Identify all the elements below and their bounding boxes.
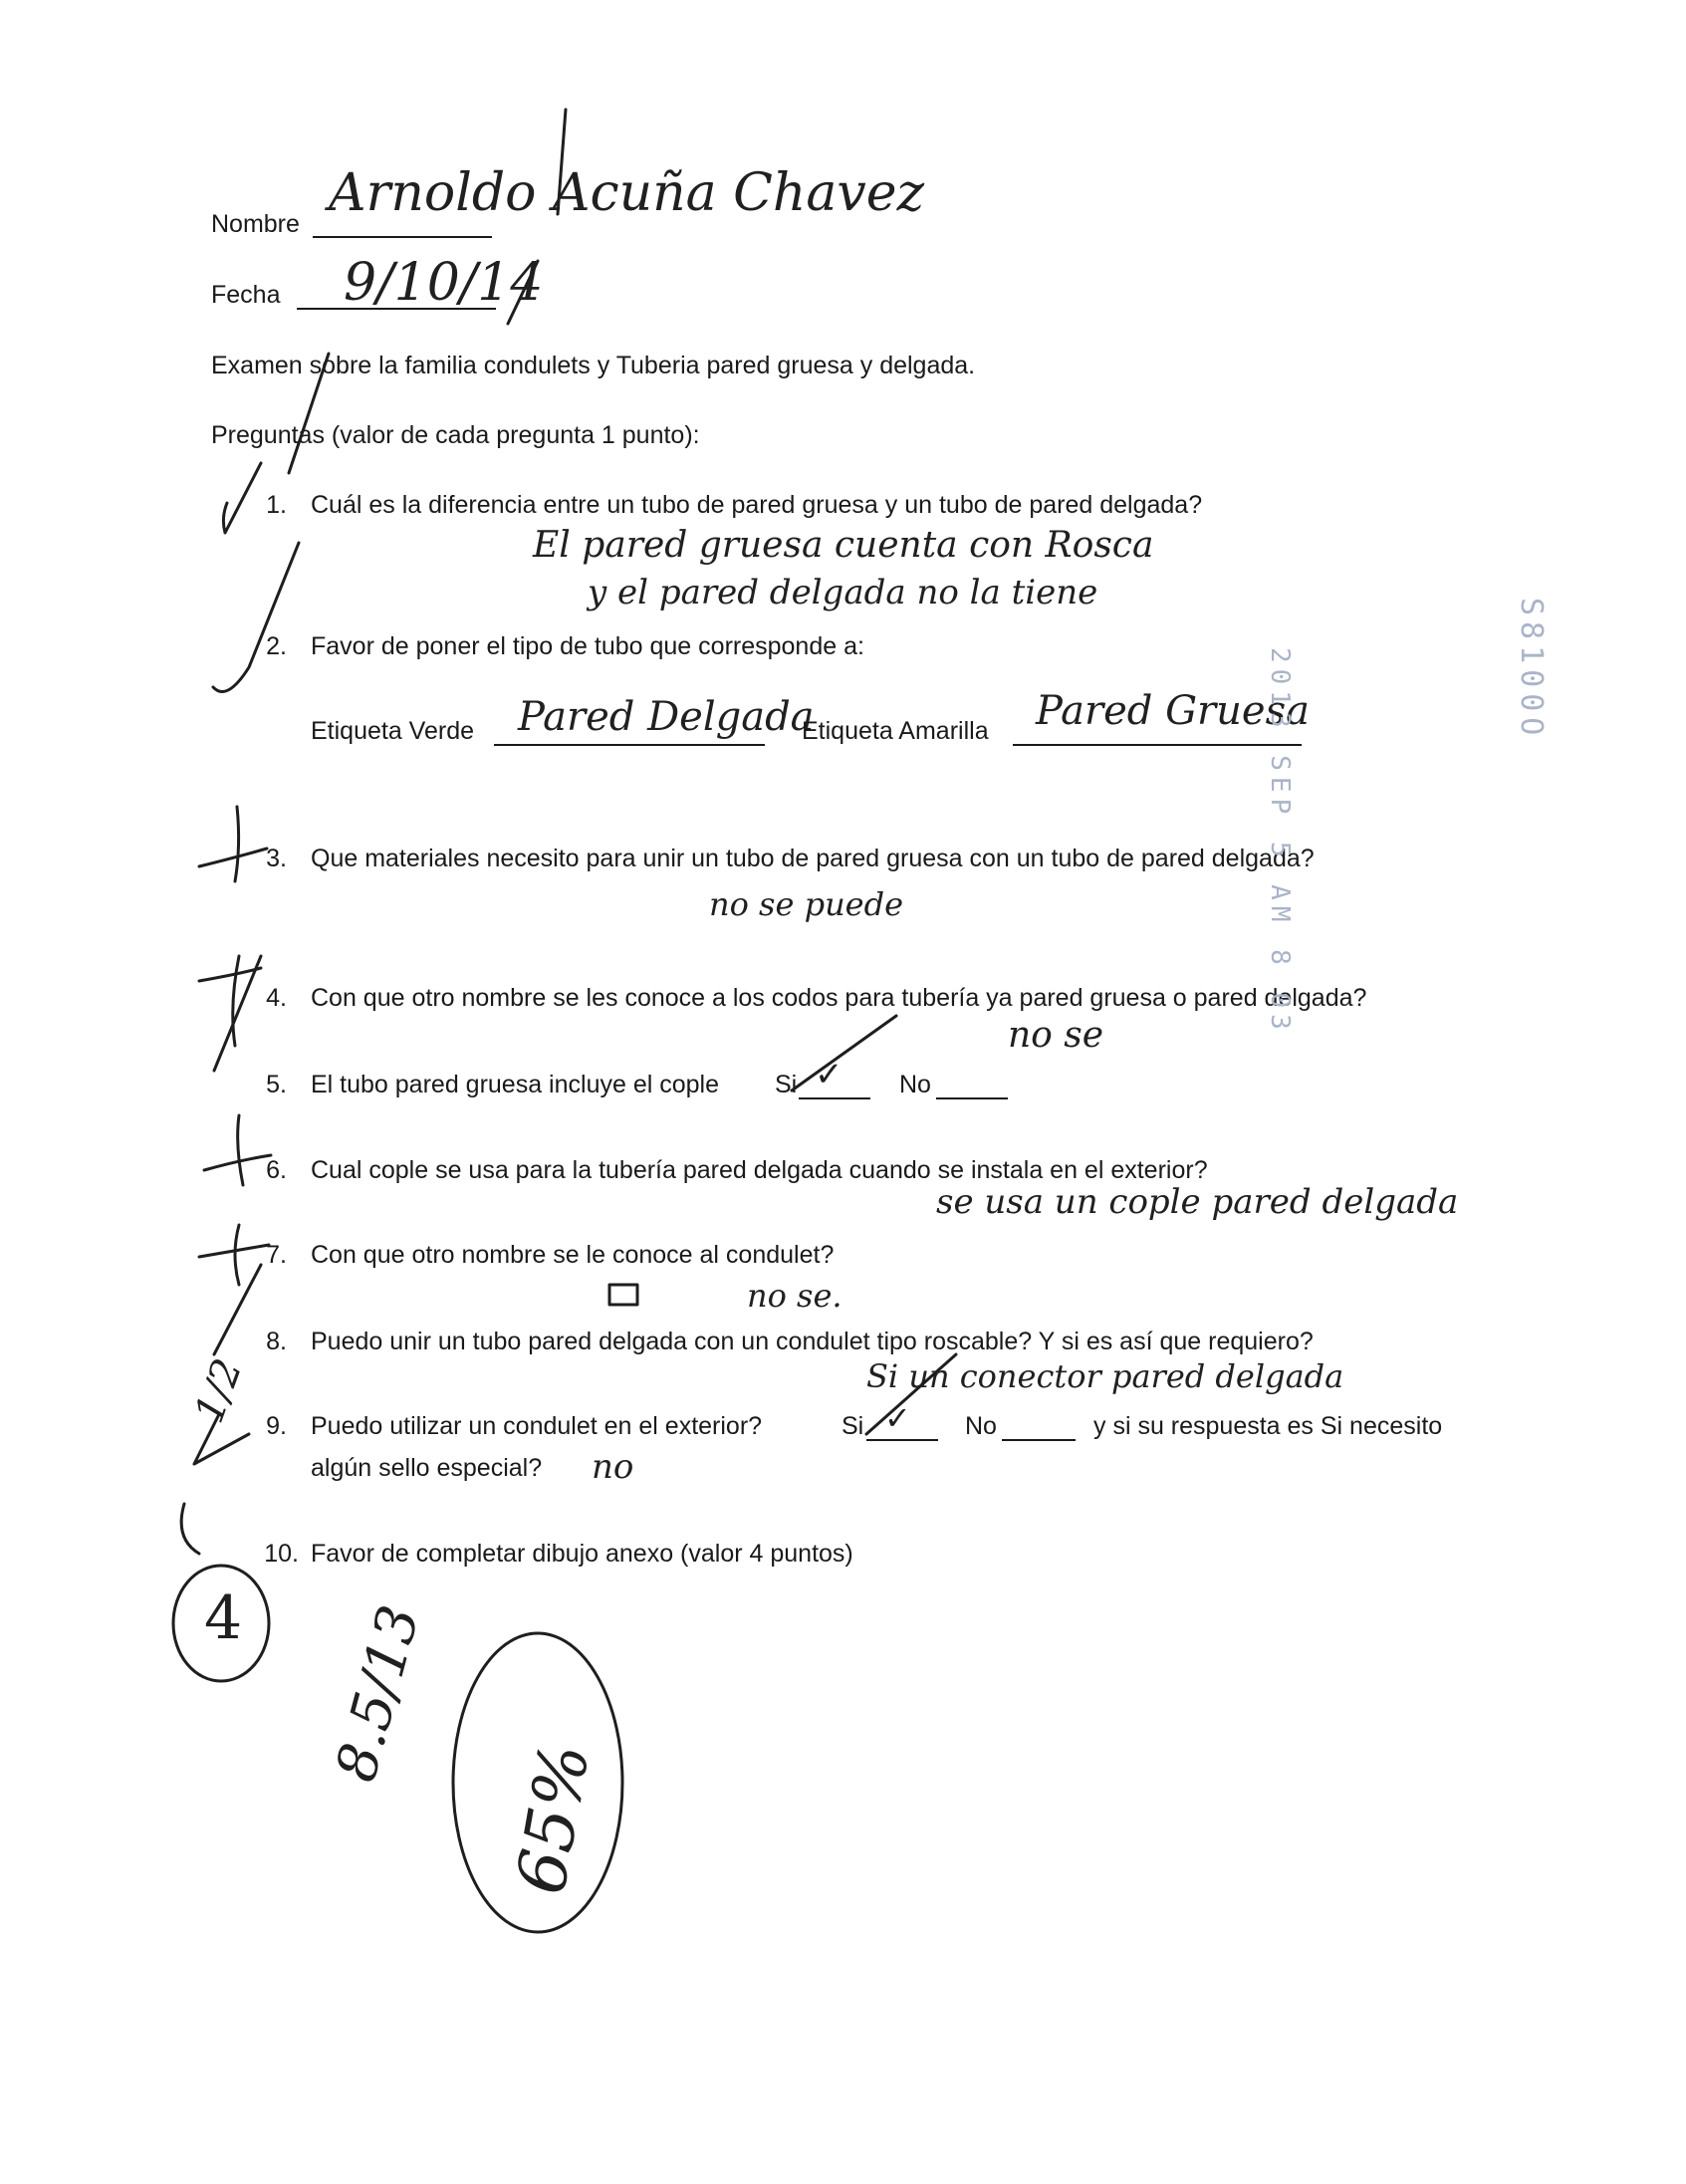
question-6-answer: se usa un cople pared delgada xyxy=(936,1182,1459,1222)
question-number: 3. xyxy=(266,845,287,872)
question-number: 9. xyxy=(266,1412,287,1440)
fecha-handwritten: 9/10/14 xyxy=(344,253,544,313)
pen-stroke xyxy=(558,110,566,214)
question-number: 1. xyxy=(266,491,287,519)
circle-mark xyxy=(173,1566,269,1681)
question-9-si-label: Si xyxy=(842,1412,864,1440)
pen-stroke xyxy=(181,1504,199,1554)
score-percent: 65% xyxy=(502,1738,606,1900)
scribble-mark xyxy=(609,1285,637,1305)
question-3-text: Que materiales necesito para unir un tubo de pared gruesa con un tubo de pared delgada? xyxy=(311,845,1315,872)
question-1-answer-line2: y el pared delgada no la tiene xyxy=(588,573,1098,612)
cross-mark-icon xyxy=(235,1225,239,1285)
question-1-answer-line1: El pared gruesa cuenta con Rosca xyxy=(533,525,1154,566)
question-number: 7. xyxy=(266,1241,287,1269)
question-7-answer: no se. xyxy=(747,1277,843,1315)
question-9-text-b: y si su respuesta es Si necesito xyxy=(1093,1412,1443,1440)
pen-stroke xyxy=(194,1414,249,1464)
checkmark-icon xyxy=(792,1016,896,1094)
question-9-text-a: Puedo utilizar un condulet en el exterior? xyxy=(311,1412,763,1440)
pen-slash-mark xyxy=(508,261,538,324)
question-7-text: Con que otro nombre se le conoce al condulet? xyxy=(311,1241,835,1269)
cross-mark-icon xyxy=(238,1115,243,1185)
circle-mark xyxy=(453,1633,622,1932)
checkmark-icon xyxy=(866,1354,956,1437)
cross-mark-icon xyxy=(235,807,239,881)
vertical-number-stamp: S8100O xyxy=(1514,598,1549,742)
question-9-text-c: algún sello especial? xyxy=(311,1454,543,1482)
nombre-label: Nombre xyxy=(211,210,300,238)
cross-mark-icon xyxy=(233,956,239,1046)
etiqueta-verde-answer: Pared Delgada xyxy=(518,694,815,740)
question-9-answer: no xyxy=(592,1447,634,1487)
etiqueta-amarilla-answer: Pared Gruesa xyxy=(1036,688,1310,734)
question-2-text: Favor de poner el tipo de tubo que corresponde a: xyxy=(311,632,864,660)
question-10-text: Favor de completar dibujo anexo (valor 4 puntos) xyxy=(311,1540,853,1568)
question-9-no-label: No xyxy=(965,1412,997,1440)
question-8-answer: Si un conector pared delgada xyxy=(866,1357,1344,1395)
question-number: 6. xyxy=(266,1156,287,1184)
exam-title: Examen sobre la familia condulets y Tuberia pared gruesa y delgada. xyxy=(211,352,976,379)
checkmark-icon xyxy=(213,543,299,692)
question-number: 4. xyxy=(266,984,287,1012)
half-point-mark: 1/2 xyxy=(186,1352,252,1429)
question-number: 8. xyxy=(266,1328,287,1355)
question-4-answer: no se xyxy=(1008,1015,1104,1056)
circled-score: 4 xyxy=(204,1583,243,1653)
cross-mark-icon xyxy=(199,849,267,866)
etiqueta-amarilla-label: Etiqueta Amarilla xyxy=(802,717,989,745)
question-5-text: El tubo pared gruesa incluye el cople xyxy=(311,1071,719,1098)
score-fraction: 8.5/13 xyxy=(324,1598,433,1789)
question-8-text: Puedo unir un tubo pared delgada con un condulet tipo roscable? Y si es así que requiero? xyxy=(311,1328,1314,1355)
question-3-answer: no se puede xyxy=(709,885,904,923)
nombre-handwritten: Arnoldo Acuña Chavez xyxy=(329,163,924,223)
question-6-text: Cual cople se usa para la tubería pared delgada cuando se instala en el exterior? xyxy=(311,1156,1208,1184)
date-stamp: 2013 SEP 5 AM 8 03 xyxy=(1265,647,1295,1036)
question-1-text: Cuál es la diferencia entre un tubo de pared gruesa y un tubo de pared delgada? xyxy=(311,491,1203,519)
fecha-label: Fecha xyxy=(211,281,281,309)
question-5-si-checkmark: ✓ xyxy=(815,1055,843,1094)
question-4-text: Con que otro nombre se les conoce a los codos para tubería ya pared gruesa o pared delgada? xyxy=(311,984,1367,1012)
question-9-si-checkmark: ✓ xyxy=(884,1399,911,1437)
question-number: 10. xyxy=(264,1540,299,1568)
question-number: 2. xyxy=(266,632,287,660)
etiqueta-verde-label: Etiqueta Verde xyxy=(311,717,475,745)
checkmark-icon xyxy=(223,463,261,533)
pen-slash-mark xyxy=(289,354,329,473)
question-5-no-label: No xyxy=(899,1071,931,1098)
question-5-si-label: Si xyxy=(775,1071,798,1098)
instructions: Preguntas (valor de cada pregunta 1 punto): xyxy=(211,421,700,449)
question-number: 5. xyxy=(266,1071,287,1098)
